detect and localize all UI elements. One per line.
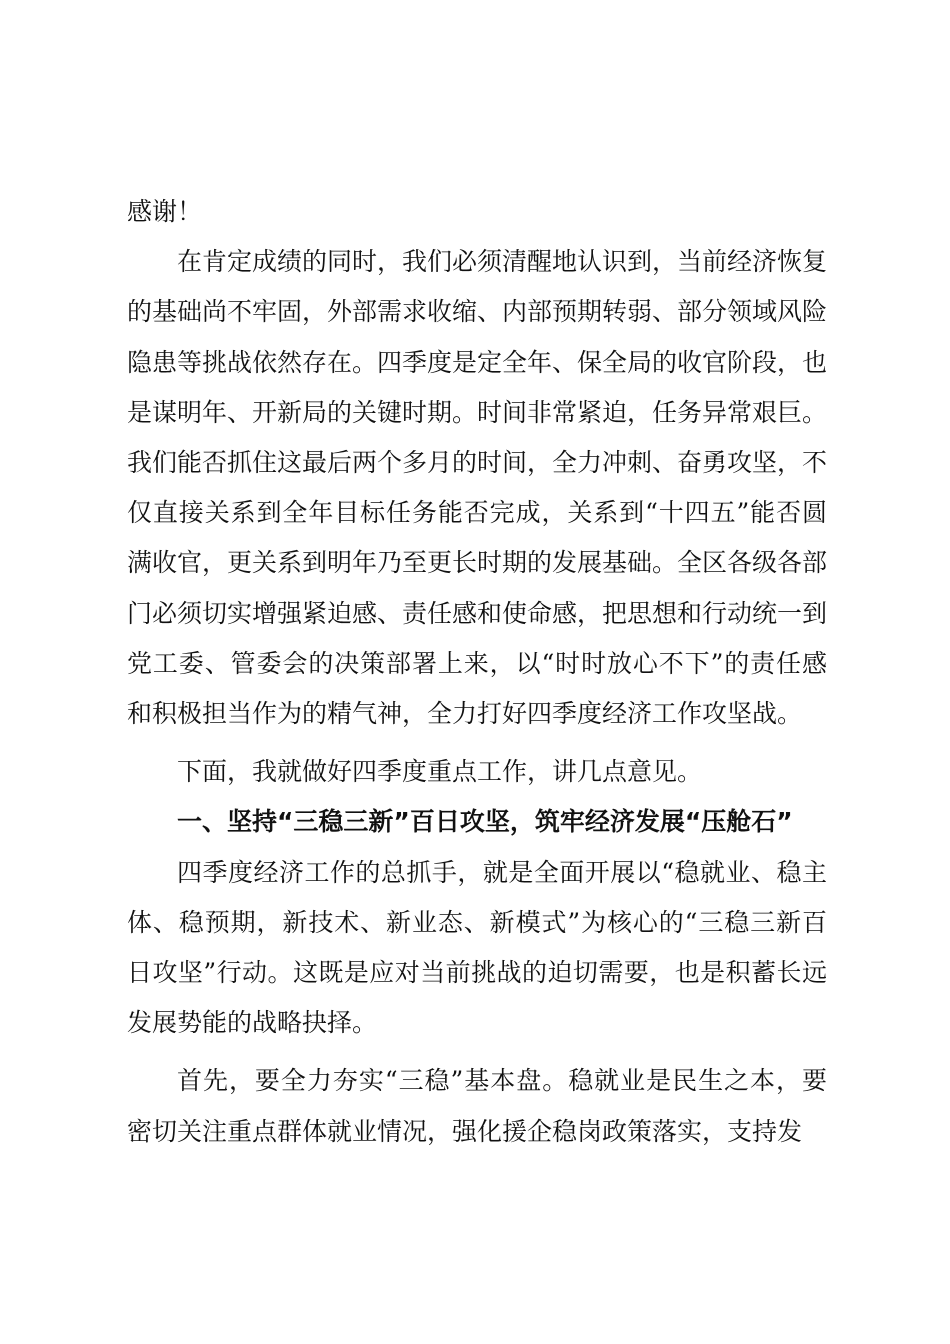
paragraph-intro-points: 下面，我就做好四季度重点工作，讲几点意见。 <box>177 757 703 787</box>
document-body <box>127 187 827 1157</box>
paragraph-closing-thanks: 感谢！ <box>127 197 203 226</box>
section-heading-1: 一、坚持“三稳三新”百日攻坚，筑牢经济发展“压舱石” <box>177 807 793 837</box>
paragraph-challenges: 在肯定成绩的同时，我们必须清醒地认识到，当前经济恢复的基础尚不牢固，外部需求收缩、内部预期转弱、部分领域风险隐患等挑战依然存在。四季度是定全年、保全局的收官阶段，也是谋明年、开新局的关键时期。时间非常紧迫，任务异常艰巨。我们能否抓住这最后两个多月的时间，全力冲刺、奋勇攻坚，不仅直接关系到全年目标任务能否完成，关系到“十四五”能否圆满收官，更关系到明年乃至更长时期的发展基础。全区各级各部门必须切实增强紧迫感、责任感和使命感，把思想和行动统一到党工委、管委会的决策部署上来，以“时时放心不下”的责任感和积极担当作为的精气神，全力打好四季度经济工作攻坚战。 <box>127 247 828 729</box>
paragraph-overall-strategy: 四季度经济工作的总抓手，就是全面开展以“稳就业、稳主体、稳预期，新技术、新业态、新模式”为核心的“三稳三新百日攻坚”行动。这既是应对当前挑战的迫切需要，也是积蓄长远发展势能的战略抉择。 <box>127 857 827 1038</box>
paragraph-first-point: 首先，要全力夯实“三稳”基本盘。稳就业是民生之本，要密切关注重点群体就业情况，强化援企稳岗政策落实，支持发 <box>127 1066 827 1146</box>
